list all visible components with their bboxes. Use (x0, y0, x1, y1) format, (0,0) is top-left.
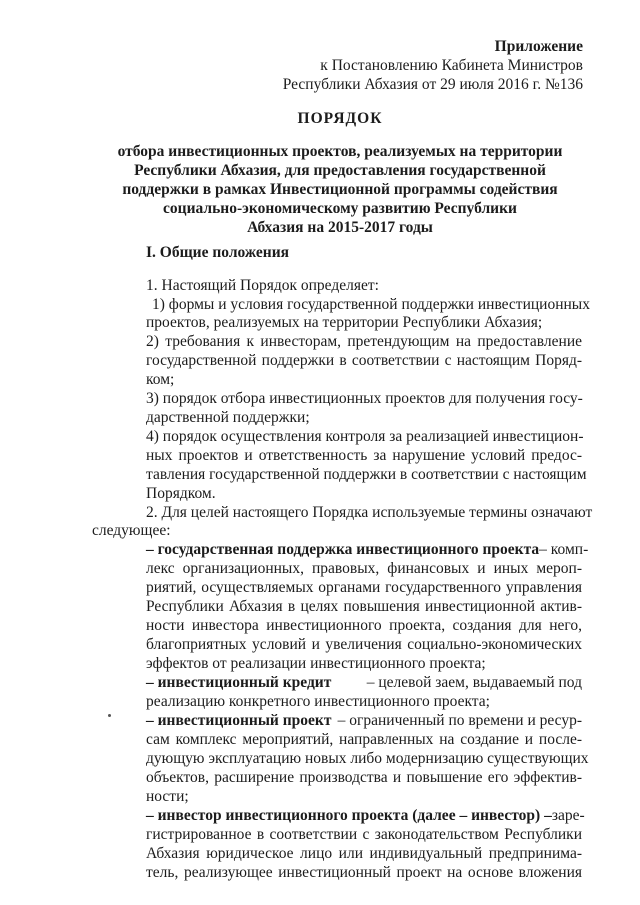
subtitle-line-4: социально-экономическому развитию Республики (163, 200, 517, 217)
appendix-date-line: Республики Абхазия от 29 июля 2016 г. №136 (282, 76, 583, 93)
term-state-support-title: – государственная поддержка инвестиционного проекта (146, 541, 540, 558)
term-investment-project-title: – инвестиционный проект (146, 712, 332, 729)
para-1-item-3-cont: дарственной поддержки; (146, 409, 310, 426)
term-investment-credit-rest: – целевой заем, выдаваемый под (366, 674, 582, 691)
para-2-cont: следующее: (92, 522, 171, 539)
section-heading: I. Общие положения (146, 244, 290, 261)
para-1-intro: 1. Настоящий Порядок определяет: (146, 277, 379, 294)
para-1-item-2-cont: государственной поддержки в соответствии с настоящим Поряд- (146, 352, 582, 369)
term-state-support-line-5: ности инвестора инвестиционного проекта, создания для него, (146, 617, 582, 634)
term-investment-credit (146, 674, 582, 692)
term-investor-title: – инвестор инвестиционного проекта (далее – инвестор) – (146, 807, 552, 824)
term-investment-project-line-5: ности; (146, 788, 189, 805)
term-investment-project-line-2: сам комплекс мероприятий, направленных на создание и после- (146, 731, 582, 748)
para-1-item-4: 4) порядок осуществления контроля за реализацией инвестицион- (146, 428, 584, 445)
term-investor-rest: заре- (551, 807, 585, 824)
term-investor-line-3: Абхазия юридическое лицо или индивидуальный предпринима- (146, 845, 582, 862)
term-investment-project (146, 712, 582, 730)
para-1-item-2-end: ком; (146, 371, 175, 388)
appendix-label: Приложение (494, 38, 583, 55)
term-investment-project-line-4: объектов, расширение производства и повышение его эффектив- (146, 769, 582, 786)
term-investment-project-line-3: дующую эксплуатацию новых либо модернизацию существующих (146, 750, 589, 767)
para-1-item-1: 1) формы и условия государственной поддержки инвестиционных (152, 296, 590, 313)
term-state-support-line-4: Республики Абхазия в целях повышения инвестиционной актив- (146, 598, 582, 615)
subtitle-line-3: поддержки в рамках Инвестиционной программы содействия (122, 181, 558, 198)
para-1-item-1-cont: проектов, реализуемых на территории Республики Абхазия; (146, 314, 543, 331)
term-state-support-line-2: лекс организационных, правовых, финансовых и иных мероп- (146, 560, 582, 577)
term-state-support-line-3: риятий, осуществляемых органами государственного управления (146, 579, 582, 596)
document-title: ПОРЯДОК (297, 110, 383, 127)
appendix-decree-line: к Постановлению Кабинета Министров (320, 57, 583, 74)
term-investment-credit-title: – инвестиционный кредит (146, 674, 332, 691)
term-state-support-rest: – комп- (539, 541, 589, 558)
para-1-item-3: 3) порядок отбора инвестиционных проектов для получения госу- (146, 390, 583, 407)
para-1-item-4-cont-2: тавления государственной поддержки в соответствии с настоящим (146, 466, 587, 483)
term-state-support-line-6: благоприятных условий и увеличения социально-экономических (146, 636, 582, 653)
term-investor (146, 807, 585, 825)
scan-artifact-dot (108, 714, 111, 717)
para-1-item-4-cont-1: ных проектов и ответственность за нарушение условий предос- (146, 447, 582, 464)
subtitle-line-1: отбора инвестиционных проектов, реализуемых на территории (117, 143, 563, 160)
para-2: 2. Для целей настоящего Порядка используемые термины означают (146, 504, 593, 521)
term-state-support-line-7: эффектов от реализации инвестиционного проекта; (146, 655, 486, 672)
para-1-item-2: 2) требования к инвесторам, претендующим на предоставление (146, 333, 582, 350)
term-investor-line-4: тель, реализующее инвестиционный проект на основе вложения (146, 864, 582, 881)
term-investment-project-rest: – ограниченный по времени и ресур- (337, 712, 582, 729)
term-investment-credit-line-2: реализацию конкретного инвестиционного проекта; (146, 693, 490, 710)
term-investor-line-2: гистрированное в соответствии с законодательством Республики (146, 826, 582, 843)
subtitle-line-5: Абхазия на 2015-2017 годы (247, 219, 433, 236)
term-state-support (146, 541, 589, 559)
para-1-item-4-end: Порядком. (146, 485, 216, 502)
subtitle-line-2: Республики Абхазия, для предоставления государственной (134, 162, 546, 179)
